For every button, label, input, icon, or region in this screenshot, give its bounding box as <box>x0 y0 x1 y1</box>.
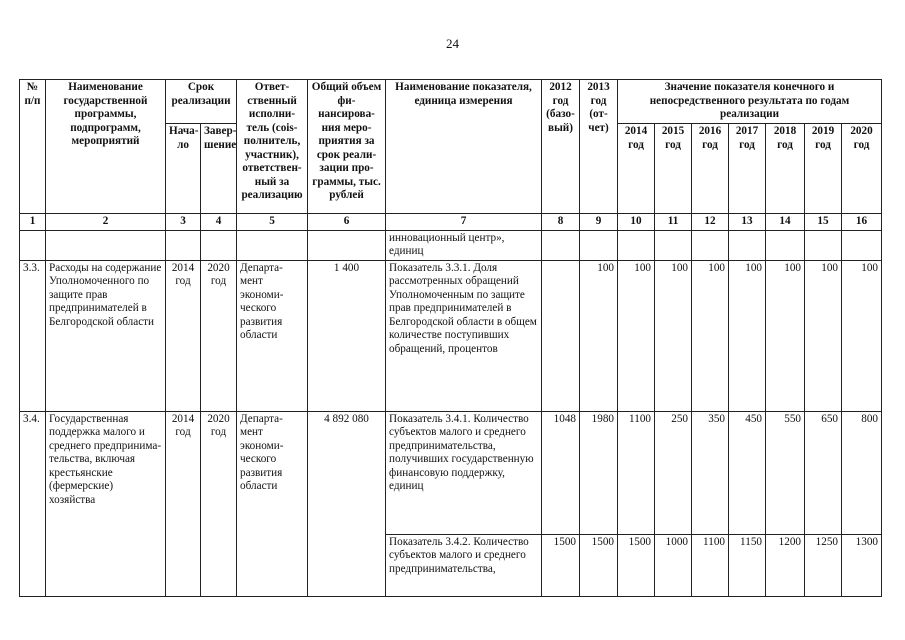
table-row <box>20 411 882 534</box>
column-number: 15 <box>805 214 842 231</box>
row-value <box>729 230 766 260</box>
row-program-name: Расходы на содержание Уполномоченного по защите прав предпринимателей в Белгородской области <box>46 260 166 411</box>
column-number: 13 <box>729 214 766 231</box>
row-value: 550 <box>766 411 805 534</box>
row-value: 250 <box>655 411 692 534</box>
row-start: 2014 год <box>166 260 201 411</box>
column-number: 5 <box>237 214 308 231</box>
row-end <box>201 230 237 260</box>
header-term: Срок реализации <box>166 80 237 124</box>
row-value <box>842 230 882 260</box>
row-value <box>766 230 805 260</box>
row-value: 1200 <box>766 534 805 596</box>
header-year: 2015 год <box>655 124 692 214</box>
header-year: 2014 год <box>618 124 655 214</box>
row-value <box>655 230 692 260</box>
row-start <box>166 230 201 260</box>
row-value <box>618 230 655 260</box>
header-year: 2017 год <box>729 124 766 214</box>
column-number: 7 <box>386 214 542 231</box>
column-number: 12 <box>692 214 729 231</box>
row-2013: 1980 <box>580 411 618 534</box>
row-value: 100 <box>655 260 692 411</box>
row-2012: 1500 <box>542 534 580 596</box>
row-value: 100 <box>618 260 655 411</box>
row-volume: 4 892 080 <box>308 411 386 596</box>
row-value <box>692 230 729 260</box>
column-number: 2 <box>46 214 166 231</box>
row-2013 <box>580 230 618 260</box>
row-value: 1100 <box>692 534 729 596</box>
row-value: 100 <box>842 260 882 411</box>
header-2013: 2013 год (от-чет) <box>580 80 618 214</box>
row-2012: 1048 <box>542 411 580 534</box>
row-2013: 100 <box>580 260 618 411</box>
column-number: 11 <box>655 214 692 231</box>
header-year: 2018 год <box>766 124 805 214</box>
column-number: 14 <box>766 214 805 231</box>
row-value: 100 <box>766 260 805 411</box>
column-number: 6 <box>308 214 386 231</box>
row-volume <box>308 230 386 260</box>
row-value: 350 <box>692 411 729 534</box>
row-end: 2020 год <box>201 260 237 411</box>
table-row <box>20 260 882 411</box>
header-volume: Общий объем фи-нансирова-ния меро-приятия за срок реали-зации про-граммы, тыс. рублей <box>308 80 386 214</box>
header-program-name: Наименование государственной программы, подпрограмм, мероприятий <box>46 80 166 214</box>
row-executor: Департа-мент экономи-ческого развития области <box>237 260 308 411</box>
row-executor: Департа-мент экономи-ческого развития области <box>237 411 308 596</box>
column-number: 10 <box>618 214 655 231</box>
row-value: 100 <box>729 260 766 411</box>
column-number: 4 <box>201 214 237 231</box>
column-number: 16 <box>842 214 882 231</box>
header-start: Нача-ло <box>166 124 201 214</box>
row-indicator: инновационный центр», единиц <box>386 230 542 260</box>
header-executor: Ответ-ственный исполни-тель (сois-полнитель, участник), ответствен-ный за реализацию <box>237 80 308 214</box>
header-end: Завер-шение <box>201 124 237 214</box>
row-value: 100 <box>692 260 729 411</box>
row-2013: 1500 <box>580 534 618 596</box>
row-start: 2014 год <box>166 411 201 596</box>
header-indicator: Наименование показателя, единица измерения <box>386 80 542 214</box>
row-indicator: Показатель 3.3.1. Доля рассмотренных обращений Уполномоченным по защите прав предпринимателей в Белгородской области в общем количестве поступивших обращений, процентов <box>386 260 542 411</box>
row-2012 <box>542 230 580 260</box>
row-number <box>20 230 46 260</box>
row-value <box>805 230 842 260</box>
row-executor <box>237 230 308 260</box>
row-indicator: Показатель 3.4.1. Количество субъектов малого и среднего предпринимательства, получивших государственную финансовую поддержку, единиц <box>386 411 542 534</box>
program-indicators-table <box>19 79 882 597</box>
row-number: 3.4. <box>20 411 46 596</box>
row-value: 650 <box>805 411 842 534</box>
row-end: 2020 год <box>201 411 237 596</box>
row-volume: 1 400 <box>308 260 386 411</box>
header-year: 2019 год <box>805 124 842 214</box>
page-number: 24 <box>446 36 459 51</box>
column-number: 3 <box>166 214 201 231</box>
header-2012: 2012 год (базо-вый) <box>542 80 580 214</box>
row-value: 450 <box>729 411 766 534</box>
row-indicator: Показатель 3.4.2. Количество субъектов малого и среднего предпринимательства, <box>386 534 542 596</box>
row-value: 800 <box>842 411 882 534</box>
column-number: 8 <box>542 214 580 231</box>
header-number: № п/п <box>20 80 46 214</box>
table-row <box>20 230 882 260</box>
column-number: 9 <box>580 214 618 231</box>
row-value: 1250 <box>805 534 842 596</box>
row-value: 1500 <box>618 534 655 596</box>
row-program-name <box>46 230 166 260</box>
row-value: 100 <box>805 260 842 411</box>
header-year: 2020 год <box>842 124 882 214</box>
row-program-name: Государственная поддержка малого и среднего предпринима-тельства, включая крестьянские (фермерские) хозяйства <box>46 411 166 596</box>
column-number: 1 <box>20 214 46 231</box>
header-year: 2016 год <box>692 124 729 214</box>
row-value: 1300 <box>842 534 882 596</box>
row-value: 1100 <box>618 411 655 534</box>
header-values-title: Значение показателя конечного и непосредственного результата по годам реализации <box>618 80 882 124</box>
row-number: 3.3. <box>20 260 46 411</box>
row-value: 1000 <box>655 534 692 596</box>
row-2012 <box>542 260 580 411</box>
row-value: 1150 <box>729 534 766 596</box>
